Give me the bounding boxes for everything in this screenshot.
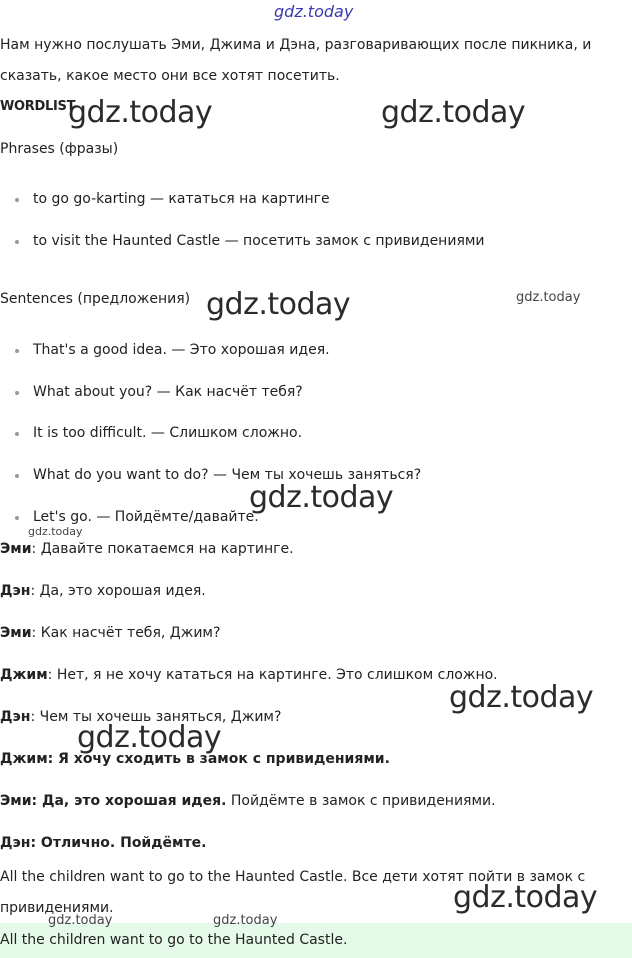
dialogue-text: : Нет, я не хочу кататься на картинге. Это слишком сложно.: [47, 667, 498, 683]
closing-paragraph: All the children want to go to the Haunted Castle. Все дети хотят пойти в замок с привидениями.: [0, 869, 586, 916]
dialogue-text: : Чем ты хочешь заняться, Джим?: [30, 709, 282, 725]
answer-text: All the children want to go to the Haunted Castle.: [0, 932, 348, 948]
sentence-text: What about you? — Как насчёт тебя?: [33, 384, 303, 400]
speaker-bold-text: : Да, это хорошая идея.: [31, 793, 227, 809]
speaker-name: Дэн: [0, 709, 31, 725]
dialogue-text: : Как насчёт тебя, Джим?: [31, 625, 221, 641]
dialogue-line: [0, 667, 498, 683]
bullet-dot: [15, 391, 19, 395]
phrases-title: Phrases (фразы): [0, 141, 119, 157]
speaker-bold-text: : Я хочу сходить в замок с привидениями.: [47, 751, 390, 767]
watermark: gdz.today: [28, 525, 83, 538]
sentence-text: Let's go. — Пойдёмте/давайте.: [33, 509, 259, 525]
watermark: gdz.today: [381, 95, 526, 130]
watermark: gdz.today: [453, 880, 598, 915]
dialogue-text: : Да, это хорошая идея.: [30, 583, 206, 599]
watermark: gdz.today: [68, 95, 213, 130]
phrase-text: to go go-karting — кататься на картинге: [33, 191, 330, 207]
watermark: gdz.today: [77, 720, 222, 755]
bullet-dot: [15, 349, 19, 353]
bullet-dot: [15, 474, 19, 478]
speaker-name: Эми: [0, 625, 32, 641]
dialogue-line: [0, 583, 206, 599]
speaker-name: Эми: [0, 541, 32, 557]
dialogue-text: : Давайте покатаемся на картинге.: [31, 541, 294, 557]
watermark: gdz.today: [516, 290, 581, 305]
watermark: gdz.today: [449, 680, 594, 715]
sentences-title: Sentences (предложения): [0, 291, 191, 307]
dialogue-line: [0, 793, 496, 809]
dialogue-line: [0, 541, 294, 557]
sentence-text: It is too difficult. — Слишком сложно.: [33, 425, 303, 441]
dialogue-line: [0, 835, 206, 851]
bullet-dot: [15, 240, 19, 244]
bullet-dot: [15, 516, 19, 520]
watermark: gdz.today: [213, 913, 278, 928]
bullet-dot: [15, 432, 19, 436]
watermark: gdz.today: [206, 287, 351, 322]
speaker-bold-text: : Отлично. Пойдёмте.: [30, 835, 207, 851]
speaker-name: Эми: [0, 793, 32, 809]
speaker-name: Джим: [0, 751, 48, 767]
watermark-top: gdz.today: [274, 2, 354, 21]
sentence-text: That's a good idea. — Это хорошая идея.: [33, 342, 330, 358]
phrase-text: to visit the Haunted Castle — посетить замок с привидениями: [33, 233, 485, 249]
speaker-name: Дэн: [0, 583, 31, 599]
dialogue-line: [0, 625, 220, 641]
sentence-text: What do you want to do? — Чем ты хочешь заняться?: [33, 467, 422, 483]
speaker-name: Джим: [0, 667, 48, 683]
watermark: gdz.today: [249, 480, 394, 515]
intro-paragraph: Нам нужно послушать Эми, Джима и Дэна, разговаривающих после пикника, и сказать, какое место они все хотят посетить.: [0, 37, 592, 84]
bullet-dot: [15, 198, 19, 202]
wordlist-heading: WORDLIST: [0, 99, 76, 114]
answer-highlight: [0, 923, 632, 958]
watermark: gdz.today: [48, 913, 113, 928]
speaker-name: Дэн: [0, 835, 31, 851]
dialogue-text: Пойдёмте в замок с привидениями.: [226, 793, 496, 809]
